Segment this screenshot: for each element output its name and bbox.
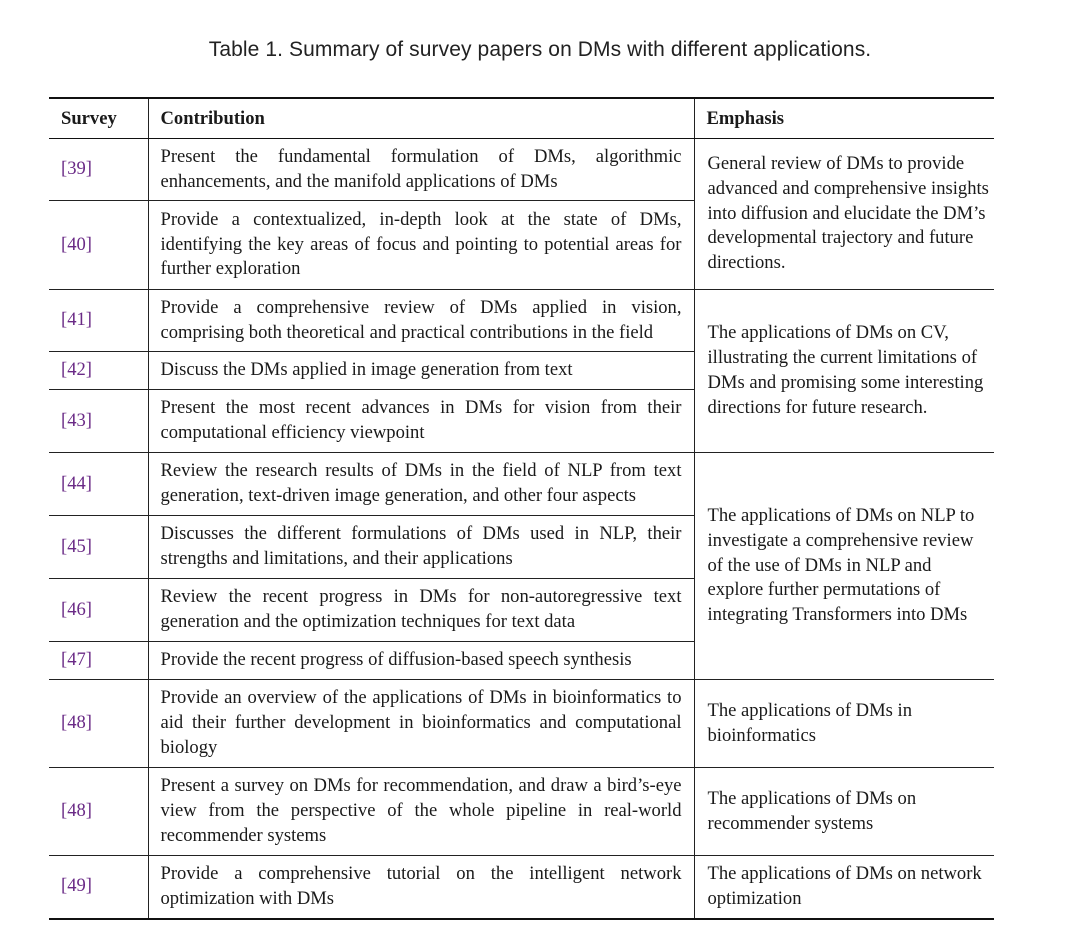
contribution-cell: Present a survey on DMs for recommendation, and draw a bird’s-eye view from the perspective of the whole pipeline in real-world recommender systems xyxy=(148,768,694,856)
contribution-cell: Discusses the different formulations of DMs used in NLP, their strengths and limitations, and their applications xyxy=(148,516,694,579)
reference-link[interactable]: [46] xyxy=(49,579,148,642)
reference-link[interactable]: [43] xyxy=(49,390,148,453)
emphasis-cell: The applications of DMs on network optimization xyxy=(694,856,994,919)
reference-link[interactable]: [45] xyxy=(49,516,148,579)
emphasis-cell: The applications of DMs in bioinformatics xyxy=(694,680,994,768)
contribution-cell: Review the recent progress in DMs for non-autoregressive text generation and the optimization techniques for text data xyxy=(148,579,694,642)
reference-link[interactable]: [41] xyxy=(49,290,148,352)
emphasis-cell: The applications of DMs on NLP to investigate a comprehensive review of the use of DMs in NLP and explore further permutations of integrating Transformers into DMs xyxy=(694,453,994,680)
header-survey: Survey xyxy=(49,98,148,139)
contribution-cell: Provide a comprehensive tutorial on the intelligent network optimization with DMs xyxy=(148,856,694,919)
table-header-row xyxy=(49,98,994,139)
reference-link[interactable]: [47] xyxy=(49,642,148,680)
contribution-cell: Present the fundamental formulation of DMs, algorithmic enhancements, and the manifold applications of DMs xyxy=(148,139,694,201)
reference-link[interactable]: [49] xyxy=(49,856,148,919)
survey-table xyxy=(49,97,994,920)
table-row xyxy=(49,139,994,201)
table-row xyxy=(49,856,994,919)
emphasis-cell: The applications of DMs on CV, illustrating the current limitations of DMs and promising some interesting directions for future research. xyxy=(694,290,994,453)
reference-link[interactable]: [39] xyxy=(49,139,148,201)
table-row xyxy=(49,680,994,768)
reference-link[interactable]: [48] xyxy=(49,680,148,768)
table-caption: Table 1. Summary of survey papers on DMs with different applications. xyxy=(208,38,872,61)
contribution-cell: Provide a contextualized, in-depth look at the state of DMs, identifying the key areas of focus and pointing to potential areas for further exploration xyxy=(148,201,694,290)
reference-link[interactable]: [40] xyxy=(49,201,148,290)
header-contribution: Contribution xyxy=(148,98,694,139)
emphasis-cell: General review of DMs to provide advanced and comprehensive insights into diffusion and elucidate the DM’s developmental trajectory and future directions. xyxy=(694,139,994,290)
contribution-cell: Provide the recent progress of diffusion-based speech synthesis xyxy=(148,642,694,680)
header-emphasis: Emphasis xyxy=(694,98,994,139)
reference-link[interactable]: [44] xyxy=(49,453,148,516)
table-row xyxy=(49,290,994,352)
emphasis-cell: The applications of DMs on recommender systems xyxy=(694,768,994,856)
contribution-cell: Provide an overview of the applications of DMs in bioinformatics to aid their further development in bioinformatics and computational biology xyxy=(148,680,694,768)
table-row xyxy=(49,453,994,516)
table-row xyxy=(49,768,994,856)
reference-link[interactable]: [42] xyxy=(49,352,148,390)
contribution-cell: Provide a comprehensive review of DMs applied in vision, comprising both theoretical and practical contributions in the field xyxy=(148,290,694,352)
contribution-cell: Review the research results of DMs in the field of NLP from text generation, text-driven image generation, and other four aspects xyxy=(148,453,694,516)
contribution-cell: Present the most recent advances in DMs for vision from their computational efficiency viewpoint xyxy=(148,390,694,453)
contribution-cell: Discuss the DMs applied in image generation from text xyxy=(148,352,694,390)
reference-link[interactable]: [48] xyxy=(49,768,148,856)
